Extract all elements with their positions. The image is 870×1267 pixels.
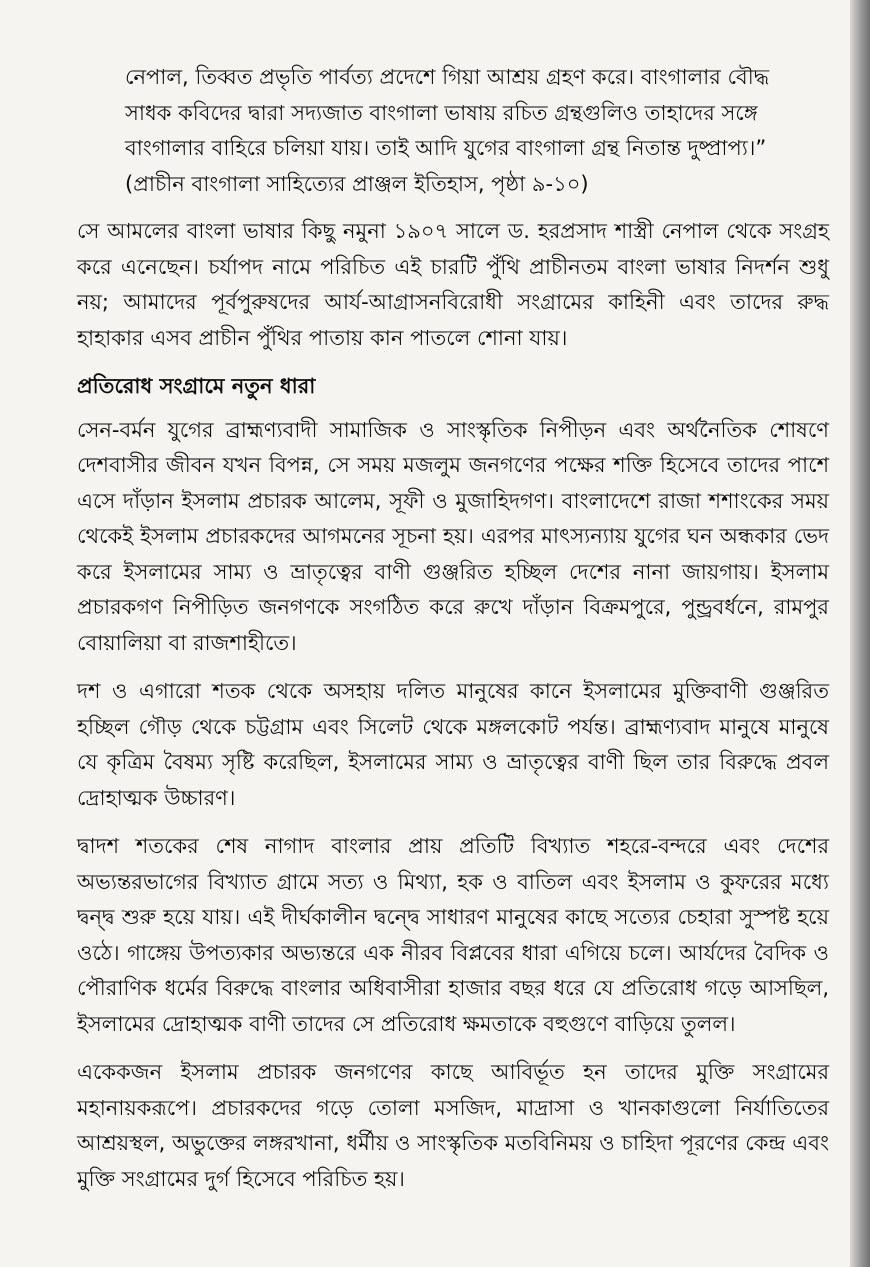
paragraph-charyapada: সে আমলের বাংলা ভাষার কিছু নমুনা ১৯০৭ সালে ড. হরপ্রসাদ শাস্ত্রী নেপাল থেকে সংগ্রহ করে এনেছেন। চর্যাপদ নামে পরিচিত এই চারটি পুঁথি প্রাচীনতম বাংলা ভাষার নিদর্শন শুধু নয়; আমাদের পূর্বপুরুষদের আর্য-আগ্রাসনবিরোধী সংগ্রামের কাহিনী এবং তাদের রুদ্ধ হাহাকার এসব প্রাচীন পুঁথির পাতায় কান পাতলে শোনা যায়। [77,219,829,350]
paragraph-tenth-eleventh-century: দশ ও এগারো শতক থেকে অসহায় দলিত মানুষের কানে ইসলামের মুক্তিবাণী গুঞ্জরিত হচ্ছিল গৌড় থেকে চট্টগ্রাম এবং সিলেট থেকে মঙ্গলকোট পর্যন্ত। ব্রাহ্মণ্যবাদ মানুষে মানুষে যে কৃত্রিম বৈষম্য সৃষ্টি করেছিল, ইসলামের সাম্য ও ভ্রাতৃত্বের বাণী ছিল তার বিরুদ্ধে প্রবল দ্রোহাত্মক উচ্চারণ। [77,679,829,810]
paragraph-preachers: একেকজন ইসলাম প্রচারক জনগণের কাছে আবির্ভূত হন তাদের মুক্তি সংগ্রামের মহানায়করূপে। প্রচারকদের গড়ে তোলা মসজিদ, মাদ্রাসা ও খানকাগুলো নির্যাতিতের আশ্রয়স্থল, অভুক্তের লঙ্গরখানা, ধর্মীয় ও সাংস্কৃতিক মতবিনিময় ও চাহিদা পূরণের কেন্দ্র এবং মুক্তি সংগ্রামের দুর্গ হিসেবে পরিচিত হয়। [77,1060,829,1191]
page-binding-edge [850,0,870,1267]
quote-line-3: বাংগালার বাহিরে চলিয়া যায়। তাই আদি যুগের বাংগালা গ্রন্থ নিতান্ত দুষ্প্রাপ্য।” [125,136,767,160]
page-content [77,60,829,1210]
paragraph-twelfth-century: দ্বাদশ শতকের শেষ নাগাদ বাংলার প্রায় প্রতিটি বিখ্যাত শহরে-বন্দরে এবং দেশের অভ্যন্তরভাগের বিখ্যাত গ্রামে সত্য ও মিথ্যা, হক ও বাতিল এবং ইসলাম ও কুফরের মধ্যে দ্বন্দ্ব শুরু হয়ে যায়। এই দীর্ঘকালীন দ্বন্দ্বে সাধারণ মানুষের কাছে সত্যের চেহারা সুস্পষ্ট হয়ে ওঠে। গাঙ্গেয় উপত্যকার অভ্যন্তরে এক নীরব বিপ্লবের ধারা এগিয়ে চলে। আর্যদের বৈদিক ও পৌরাণিক ধর্মের বিরুদ্ধে বাংলার অধিবাসীরা হাজার বছর ধরে যে প্রতিরোধ গড়ে আসছিল, ইসলামের দ্রোহাত্মক বাণী তাদের সে প্রতিরোধ ক্ষমতাকে বহুগুণে বাড়িয়ে তুলল। [77,834,829,1036]
section-heading: প্রতিরোধ সংগ্রামে নতুন ধারা [77,374,316,398]
block-quote [125,60,829,202]
quote-line-2: সাধক কবিদের দ্বারা সদ্যজাত বাংগালা ভাষায় রচিত গ্রন্থগুলিও তাহাদের সঙ্গে [125,100,758,125]
paragraph-sen-barman-era: সেন-বর্মন যুগের ব্রাহ্মণ্যবাদী সামাজিক ও সাংস্কৃতিক নিপীড়ন এবং অর্থনৈতিক শোষণে দেশবাসীর জীবন যখন বিপন্ন, সে সময় মজলুম জনগণের পক্ষের শক্তি হিসেবে তাদের পাশে এসে দাঁড়ান ইসলাম প্রচারক আলেম, সূফী ও মুজাহিদগণ। বাংলাদেশে রাজা শশাংকের সময় থেকেই ইসলাম প্রচারকদের আগমনের সূচনা হয়। এরপর মাৎস্যন্যায় যুগের ঘন অন্ধকার ভেদ করে ইসলামের সাম্য ও ভ্রাতৃত্বের বাণী গুঞ্জরিত হচ্ছিল দেশের নানা জায়গায়। ইসলাম প্রচারকগণ নিপীড়িত জনগণকে সংগঠিত করে রুখে দাঁড়ান বিক্রমপুরে, পুন্ড্রবর্ধনে, রামপুর বোয়ালিয়া বা রাজশাহীতে। [77,417,829,655]
quote-citation: (প্রাচীন বাংগালা সাহিত্যের প্রাঞ্জল ইতিহাস, পৃষ্ঠা ৯-১০) [125,171,589,196]
quote-line-1: নেপাল, তিব্বত প্রভৃতি পার্বত্য প্রদেশে গিয়া আশ্রয় গ্রহণ করে। বাংগালার বৌদ্ধ [125,65,770,89]
